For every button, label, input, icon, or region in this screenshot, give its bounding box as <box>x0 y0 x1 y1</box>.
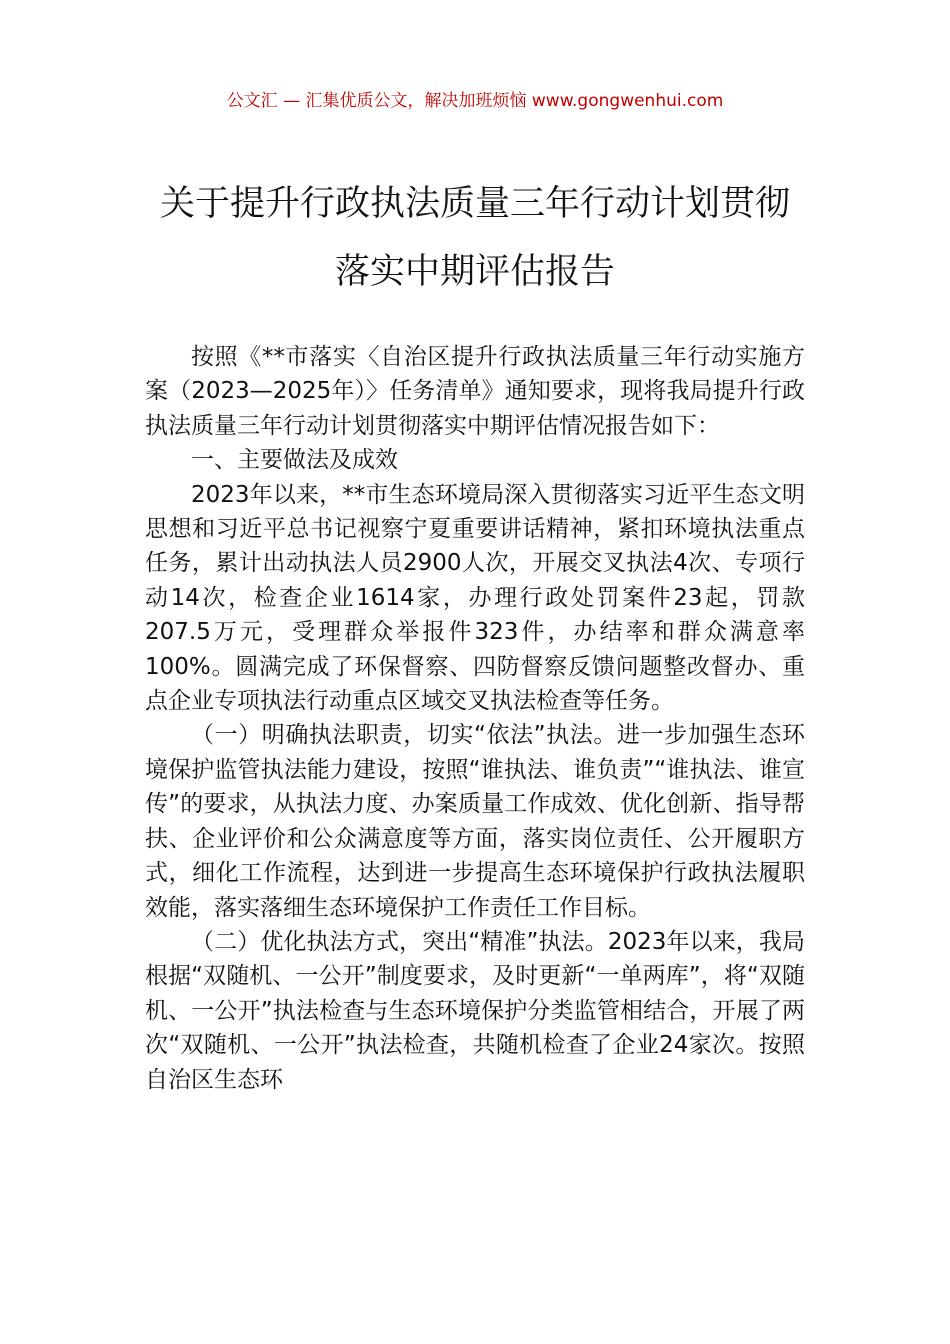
header-banner: 公文汇 — 汇集优质公文，解决加班烦恼 www.gongwenhui.com <box>226 91 724 111</box>
subsection-2-paragraph: （二）优化执法方式，突出“精准”执法。2023年以来，我局根据“双随机、一公开”制度要求，及时更新“一单两库”，将“双随机、一公开”执法检查与生态环境保护分类监管相结合，开展了两次“双随机、一公开”执法检查，共随机检查了企业24家次。按照自治区生态环 <box>145 928 805 1093</box>
section-heading-main-practices: 一、主要做法及成效 <box>191 447 398 474</box>
intro-paragraph: 按照《**市落实〈自治区提升行政执法质量三年行动实施方案（2023—2025年）〉任务清单》通知要求，现将我局提升行政执法质量三年行动计划贯彻落实中期评估情况报告如下： <box>145 344 805 439</box>
document-title-line-2: 落实中期评估报告 <box>334 252 615 292</box>
document-title-line-1: 关于提升行政执法质量三年行动计划贯彻 <box>159 184 790 224</box>
subsection-1-paragraph: （一）明确执法职责，切实“依法”执法。进一步加强生态环境保护监管执法能力建设，按照“谁执法、谁负责”“谁执法、谁宣传”的要求，从执法力度、办案质量工作成效、优化创新、指导帮扶、企业评价和公众满意度等方面，落实岗位责任、公开履职方式，细化工作流程，达到进一步提高生态环境保护行政执法履职效能，落实落细生态环境保护工作责任工作目标。 <box>145 722 805 921</box>
document-body <box>145 340 805 1097</box>
summary-paragraph: 2023年以来，**市生态环境局深入贯彻落实习近平生态文明思想和习近平总书记视察宁夏重要讲话精神，紧扣环境执法重点任务，累计出动执法人员2900人次，开展交叉执法4次、专项行动14次，检查企业1614家，办理行政处罚案件23起，罚款207.5万元，受理群众举报件323件，办结率和群众满意率100%。圆满完成了环保督察、四防督察反馈问题整改督办、重点企业专项执法行动重点区域交叉执法检查等任务。 <box>145 481 805 715</box>
